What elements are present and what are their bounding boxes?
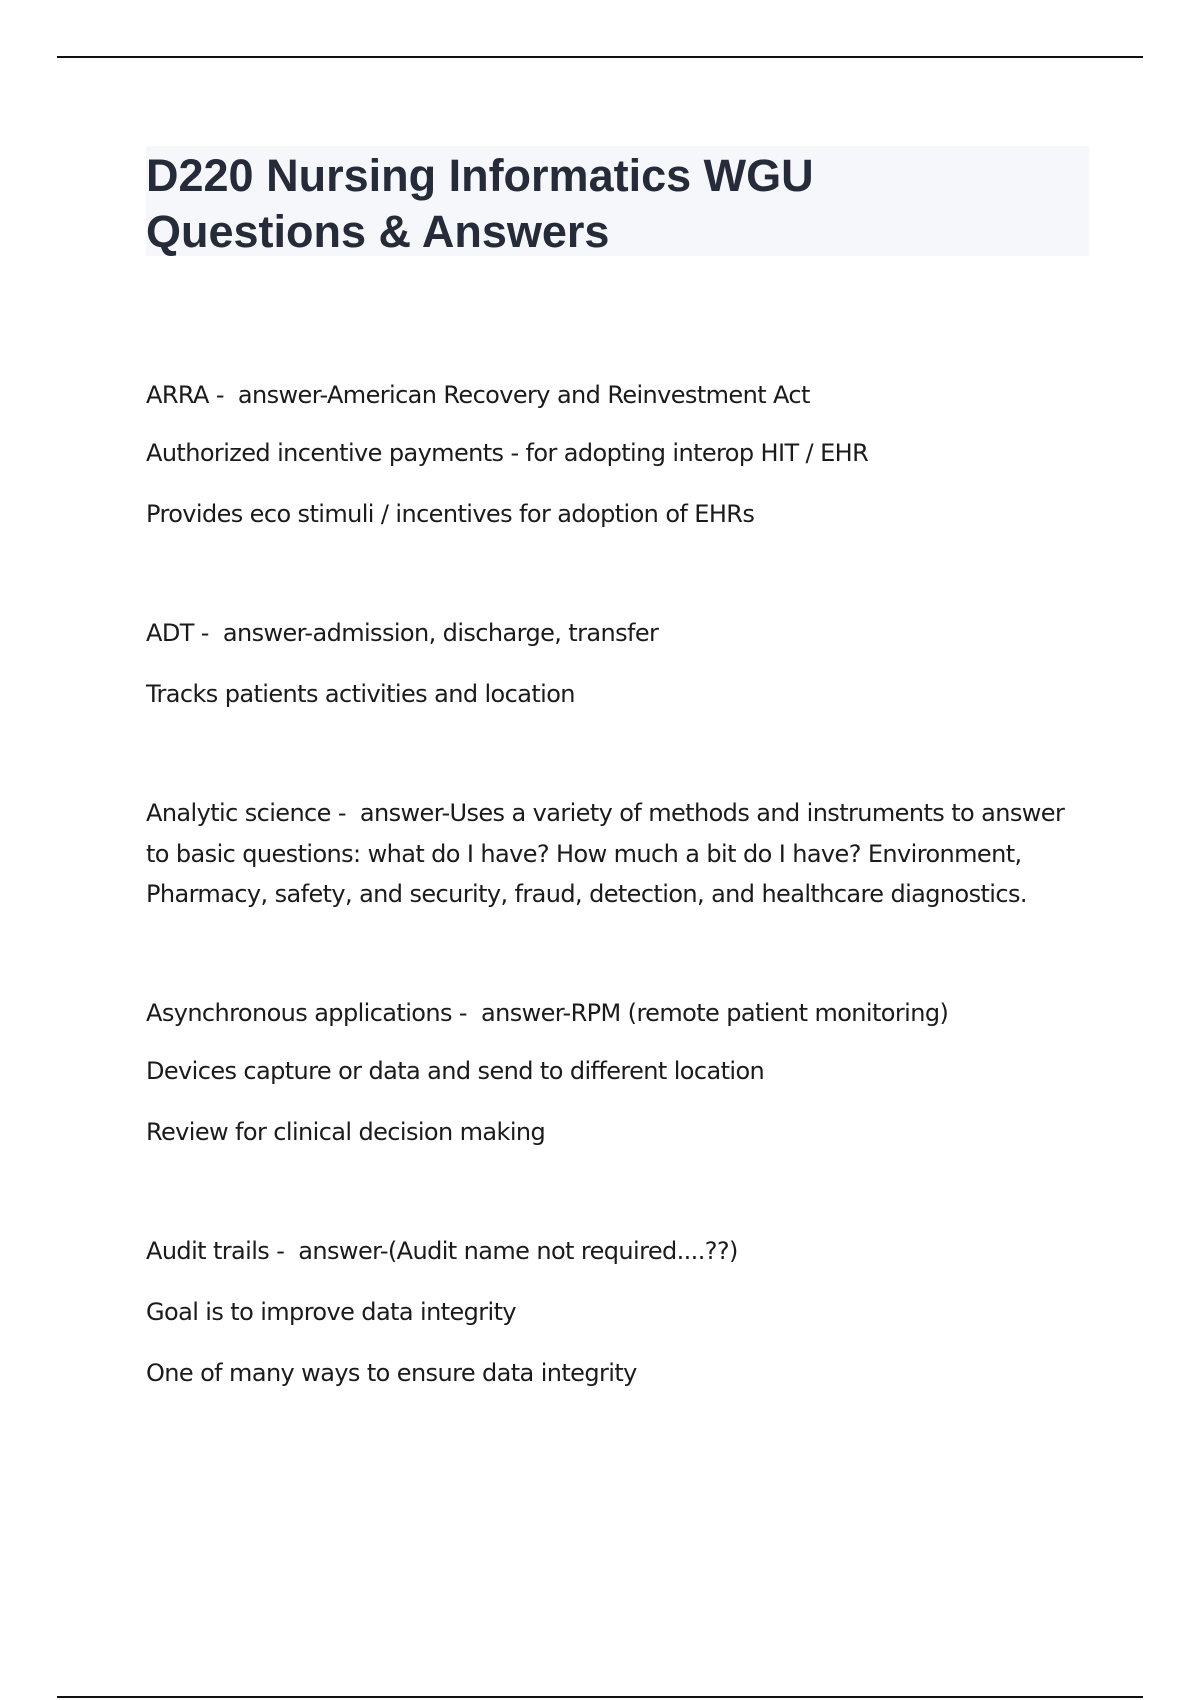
document-title xyxy=(146,146,1089,256)
answer-text: answer-RPM (remote patient monitoring) xyxy=(480,999,949,1027)
title-line-2: Questions & Answers xyxy=(146,206,610,257)
note-line: One of many ways to ensure data integrity xyxy=(146,1359,637,1387)
answer-continuation: to basic questions: what do I have? How much a bit do I have? Environment, xyxy=(146,840,1022,868)
footer-rule xyxy=(57,1696,1143,1698)
answer-text: answer-(Audit name not required....??) xyxy=(298,1237,738,1265)
note-line: Review for clinical decision making xyxy=(146,1118,546,1146)
qa-item-adt xyxy=(146,613,658,653)
term-label: ARRA - xyxy=(146,381,224,409)
answer-text: answer-Uses a variety of methods and instruments to answer xyxy=(359,799,1065,827)
note-line: Goal is to improve data integrity xyxy=(146,1298,517,1326)
note-line: Authorized incentive payments - for adopting interop HIT / EHR xyxy=(146,439,869,467)
answer-text: answer-admission, discharge, transfer xyxy=(222,619,659,647)
answer-continuation: Pharmacy, safety, and security, fraud, detection, and healthcare diagnostics. xyxy=(146,880,1027,908)
term-label: ADT - xyxy=(146,619,209,647)
note-line: Devices capture or data and send to different location xyxy=(146,1057,765,1085)
answer-text: answer-American Recovery and Reinvestment Act xyxy=(237,381,810,409)
term-label: Audit trails - xyxy=(146,1237,285,1265)
note-line: Tracks patients activities and location xyxy=(146,680,575,708)
qa-item-asynchronous-applications xyxy=(146,993,948,1033)
qa-item-audit-trails xyxy=(146,1231,738,1271)
term-label: Asynchronous applications - xyxy=(146,999,467,1027)
qa-item-arra xyxy=(146,375,810,415)
note-line: Provides eco stimuli / incentives for adoption of EHRs xyxy=(146,500,755,528)
title-line-1: D220 Nursing Informatics WGU xyxy=(146,150,814,201)
header-rule xyxy=(57,56,1143,58)
term-label: Analytic science - xyxy=(146,799,346,827)
qa-item-analytic-science xyxy=(146,793,1064,833)
